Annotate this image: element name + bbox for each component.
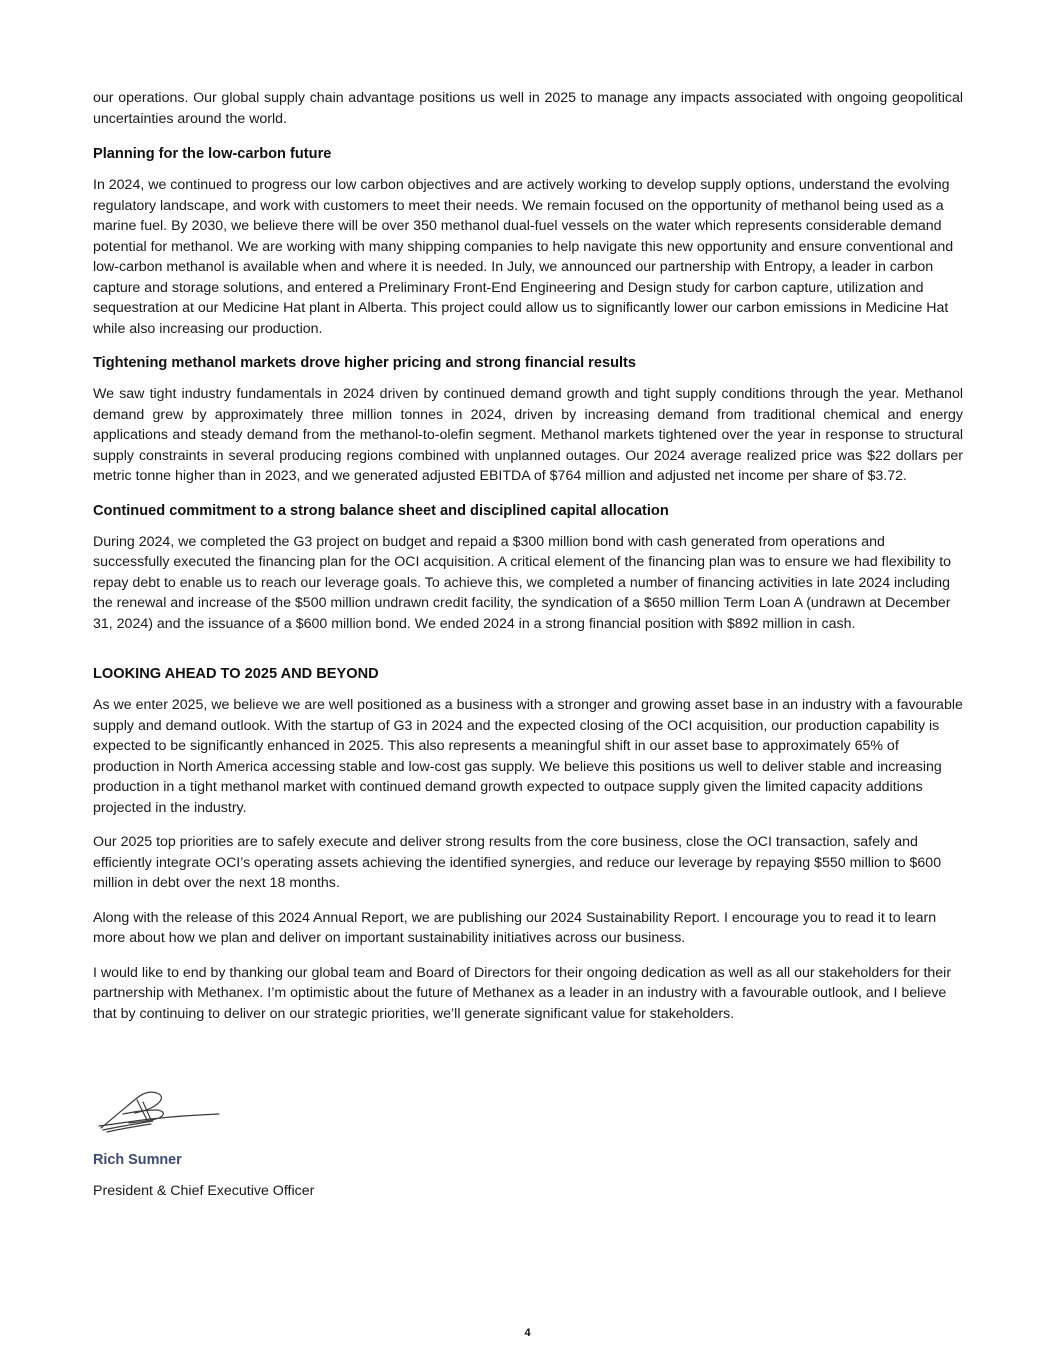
closing-paragraph: I would like to end by thanking our global team and Board of Directors for their ongoing dedication as well as all our stakeholders for their partnership with Methanex. I’m optimistic about the future of Methanex as a leader in an industry with a favourable outlook, and I believe that by continuing to deliver on our strategic priorities, we’ll generate significant value for stakeholders. xyxy=(93,964,952,1022)
letter-body xyxy=(93,88,963,1024)
section-paragraph-balance-sheet: During 2024, we completed the G3 project on budget and repaid a $300 million bond with cash generated from operations and successfully executed the financing plan for the OCI acquisition. A critical element of the financing plan was to ensure we had flexibility to repay debt to enable us to reach our leverage goals. To achieve this, we completed a number of financing activities in late 2024 including the renewal and increase of the $500 million undrawn credit facility, the syndication of a $650 million Term Loan A (undrawn at December 31, 2024) and the issuance of a $600 million bond. We ended 2024 in a strong financial position with $892 million in cash. xyxy=(93,533,952,632)
section-heading-low-carbon: Planning for the low-carbon future xyxy=(93,146,332,162)
priorities-paragraph: Our 2025 top priorities are to safely execute and deliver strong results from the core business, close the OCI transaction, safely and efficiently integrate OCI’s operating assets achieving the identified synergies, and reduce our leverage by repaying $550 million to $600 million in debt over the next 18 months. xyxy=(93,834,942,891)
section-paragraph-markets: We saw tight industry fundamentals in 2024 driven by continued demand growth and tight supply conditions through the year. Methanol demand grew by approximately three million tonnes in 2024, driven by increasing demand from traditional chemical and energy applications and steady demand from the methanol-to-olefin segment. Methanol markets tightened over the year in response to structural supply constraints in several producing regions combined with unplanned outages. Our 2024 average realized price was $22 dollars per metric tonne higher than in 2023, and we generated adjusted EBITDA of $764 million and adjusted net income per share of $3.72. xyxy=(93,386,963,484)
looking-ahead-heading: LOOKING AHEAD TO 2025 AND BEYOND xyxy=(93,666,379,682)
section-heading-markets: Tightening methanol markets drove higher pricing and strong financial results xyxy=(93,355,637,371)
section-paragraph-low-carbon: In 2024, we continued to progress our low carbon objectives and are actively working to develop supply options, understand the evolving regulatory landscape, and work with customers to meet their needs. We remain focused on the opportunity of methanol being used as a marine fuel. By 2030, we believe there will be over 350 methanol dual-fuel vessels on the water which represents considerable demand potential for methanol. We are working with many shipping companies to help navigate this new opportunity and ensure conventional and low-carbon methanol is available when and where it is needed. In July, we announced our partnership with Entropy, a leader in carbon capture and storage solutions, and entered a Preliminary Front-End Engineering and Design study for carbon capture, utilization and sequestration at our Medicine Hat plant in Alberta. This project could allow us to significantly lower our carbon emissions in Medicine Hat while also increasing our production. xyxy=(93,177,954,337)
sustainability-paragraph: Along with the release of this 2024 Annual Report, we are publishing our 2024 Sustainability Report. I encourage you to read it to learn more about how we plan and deliver on important sustainability initiatives across our business. xyxy=(93,909,937,946)
page-number: 4 xyxy=(524,1327,531,1339)
signer-title: President & Chief Executive Officer xyxy=(93,1183,315,1199)
looking-ahead-paragraph: As we enter 2025, we believe we are well positioned as a business with a stronger and growing asset base in an industry with a favourable supply and demand outlook. With the startup of G3 in 2024 and the expected closing of the OCI acquisition, our production capability is expected to be significantly enhanced in 2025. This also represents a meaningful shift in our asset base to approximately 65% of production in North America accessing stable and low-cost gas supply. We believe this positions us well to deliver stable and increasing production in a tight methanol market with continued demand growth expected to outpace supply given the limited capacity additions projected in the industry. xyxy=(93,697,963,816)
intro-paragraph: our operations. Our global supply chain advantage positions us well in 2025 to manage any impacts associated with ongoing geopolitical uncertainties around the world. xyxy=(93,90,963,127)
signature-image xyxy=(93,1088,223,1136)
signer-name: Rich Sumner xyxy=(93,1152,182,1168)
section-heading-balance-sheet: Continued commitment to a strong balance sheet and disciplined capital allocation xyxy=(93,502,669,519)
